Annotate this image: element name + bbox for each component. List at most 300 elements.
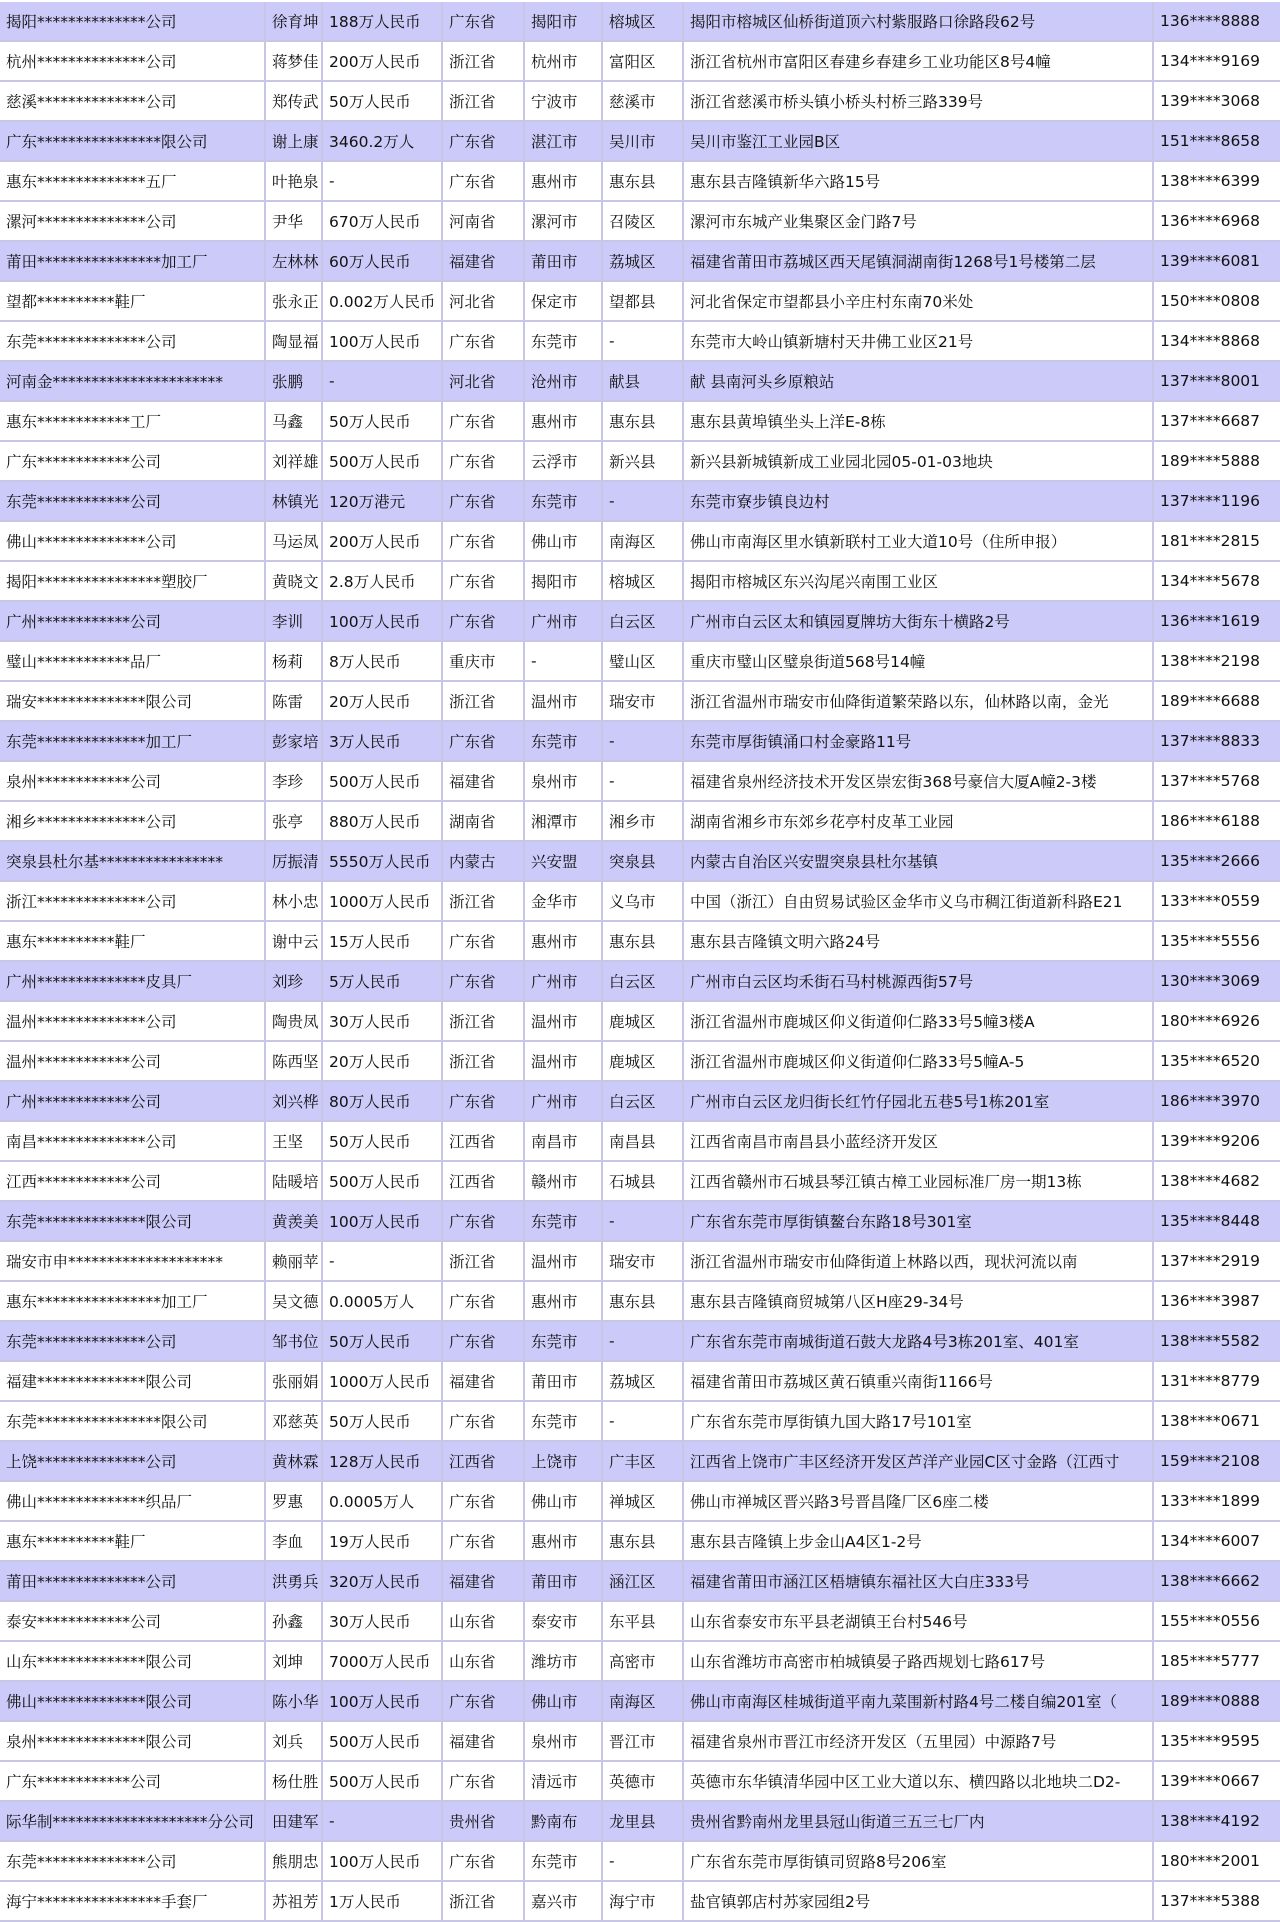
table-row [0,1242,1280,1282]
city-cell: 东莞市 [525,1202,603,1242]
district-cell: 湘乡市 [603,802,684,842]
person-cell: 张永正 [266,282,323,322]
capital-cell: 50万人民币 [323,1402,443,1442]
person-cell: 彭家培 [266,722,323,762]
province-cell: 广东省 [443,1682,525,1722]
capital-cell: 20万人民币 [323,1042,443,1082]
person-cell: 刘兴桦 [266,1082,323,1122]
phone-cell: 139****3068 [1154,82,1280,122]
phone-cell: 130****3069 [1154,962,1280,1002]
table-row [0,202,1280,242]
capital-cell: 50万人民币 [323,82,443,122]
company-cell: 佛山**************公司 [0,522,266,562]
phone-cell: 135****2666 [1154,842,1280,882]
address-cell: 浙江省温州市瑞安市仙降街道上林路以西，现状河流以南 [684,1242,1154,1282]
province-cell: 广东省 [443,722,525,762]
capital-cell: 500万人民币 [323,1762,443,1802]
phone-cell: 137****6687 [1154,402,1280,442]
district-cell: 石城县 [603,1162,684,1202]
province-cell: 广东省 [443,1202,525,1242]
address-cell: 惠东县吉隆镇文明六路24号 [684,922,1154,962]
capital-cell: 100万人民币 [323,1842,443,1882]
province-cell: 广东省 [443,522,525,562]
address-cell: 英德市东华镇清华园中区工业大道以东、横四路以北地块二D2- [684,1762,1154,1802]
person-cell: 郑传武 [266,82,323,122]
city-cell: 嘉兴市 [525,1882,603,1922]
district-cell: 荔城区 [603,242,684,282]
company-cell: 瑞安市申******************** [0,1242,266,1282]
person-cell: 刘珍 [266,962,323,1002]
table-row [0,2,1280,42]
province-cell: 广东省 [443,1282,525,1322]
city-cell: 保定市 [525,282,603,322]
district-cell: 榕城区 [603,2,684,42]
address-cell: 河北省保定市望都县小辛庄村东南70米处 [684,282,1154,322]
province-cell: 广东省 [443,442,525,482]
phone-cell: 185****5777 [1154,1642,1280,1682]
company-cell: 广东************公司 [0,442,266,482]
person-cell: 谢中云 [266,922,323,962]
capital-cell: 100万人民币 [323,1202,443,1242]
person-cell: 马运凤 [266,522,323,562]
capital-cell: 100万人民币 [323,322,443,362]
phone-cell: 139****6081 [1154,242,1280,282]
city-cell: 佛山市 [525,522,603,562]
city-cell: 温州市 [525,1042,603,1082]
table-row [0,1282,1280,1322]
province-cell: 山东省 [443,1642,525,1682]
phone-cell: 155****0556 [1154,1602,1280,1642]
address-cell: 福建省莆田市荔城区西天尾镇洞湖南街1268号1号楼第二层 [684,242,1154,282]
table-row [0,1402,1280,1442]
person-cell: 陶显福 [266,322,323,362]
district-cell: - [603,1402,684,1442]
phone-cell: 134****8868 [1154,322,1280,362]
district-cell: 惠东县 [603,922,684,962]
district-cell: 惠东县 [603,402,684,442]
table-row [0,922,1280,962]
capital-cell: 188万人民币 [323,2,443,42]
capital-cell: 30万人民币 [323,1602,443,1642]
address-cell: 浙江省温州市鹿城区仰义街道仰仁路33号5幢3楼A [684,1002,1154,1042]
company-cell: 东莞**************加工厂 [0,722,266,762]
district-cell: - [603,1842,684,1882]
table-row [0,1002,1280,1042]
table-row [0,802,1280,842]
table-row [0,362,1280,402]
person-cell: 洪勇兵 [266,1562,323,1602]
phone-cell: 151****8658 [1154,122,1280,162]
table-row [0,1842,1280,1882]
address-cell: 重庆市璧山区璧泉街道568号14幢 [684,642,1154,682]
city-cell: 惠州市 [525,922,603,962]
address-cell: 惠东县吉隆镇商贸城第八区H座29-34号 [684,1282,1154,1322]
city-cell: 清远市 [525,1762,603,1802]
person-cell: 林镇光 [266,482,323,522]
city-cell: 东莞市 [525,722,603,762]
province-cell: 广东省 [443,1522,525,1562]
company-cell: 东莞************公司 [0,482,266,522]
city-cell: 揭阳市 [525,2,603,42]
capital-cell: - [323,362,443,402]
company-cell: 惠东**********鞋厂 [0,1522,266,1562]
district-cell: - [603,482,684,522]
address-cell: 吴川市鉴江工业园B区 [684,122,1154,162]
company-cell: 杭州**************公司 [0,42,266,82]
person-cell: 黄林霖 [266,1442,323,1482]
city-cell: 佛山市 [525,1482,603,1522]
city-cell: 惠州市 [525,1282,603,1322]
person-cell: 陆暖培 [266,1162,323,1202]
district-cell: 惠东县 [603,1522,684,1562]
address-cell: 东莞市厚街镇涌口村金豪路11号 [684,722,1154,762]
province-cell: 广东省 [443,322,525,362]
capital-cell: 120万港元 [323,482,443,522]
phone-cell: 138****4192 [1154,1802,1280,1842]
province-cell: 内蒙古 [443,842,525,882]
address-cell: 江西省南昌市南昌县小蓝经济开发区 [684,1122,1154,1162]
district-cell: 广丰区 [603,1442,684,1482]
company-cell: 东莞**************公司 [0,322,266,362]
table-row [0,882,1280,922]
address-cell: 江西省上饶市广丰区经济开发区芦洋产业园C区寸金路（江西寸 [684,1442,1154,1482]
city-cell: 莆田市 [525,242,603,282]
company-cell: 慈溪**************公司 [0,82,266,122]
province-cell: 广东省 [443,1082,525,1122]
district-cell: 惠东县 [603,1282,684,1322]
person-cell: 谢上康 [266,122,323,162]
phone-cell: 134****5678 [1154,562,1280,602]
city-cell: 泰安市 [525,1602,603,1642]
address-cell: 佛山市南海区里水镇新联村工业大道10号（住所申报） [684,522,1154,562]
city-cell: 温州市 [525,1242,603,1282]
city-cell: 金华市 [525,882,603,922]
address-cell: 揭阳市榕城区东兴沟尾兴南围工业区 [684,562,1154,602]
city-cell: 黔南布 [525,1802,603,1842]
person-cell: 陈西坚 [266,1042,323,1082]
capital-cell: 0.0005万人 [323,1282,443,1322]
district-cell: 突泉县 [603,842,684,882]
company-cell: 惠东**********鞋厂 [0,922,266,962]
city-cell: 宁波市 [525,82,603,122]
person-cell: 吴文德 [266,1282,323,1322]
district-cell: 南海区 [603,522,684,562]
district-cell: 惠东县 [603,162,684,202]
person-cell: 杨莉 [266,642,323,682]
person-cell: 刘祥雄 [266,442,323,482]
address-cell: 浙江省温州市瑞安市仙降街道繁荣路以东，仙林路以南，金光 [684,682,1154,722]
capital-cell: 7000万人民币 [323,1642,443,1682]
district-cell: 禅城区 [603,1482,684,1522]
district-cell: - [603,1322,684,1362]
address-cell: 东莞市大岭山镇新塘村天井佛工业区21号 [684,322,1154,362]
city-cell: 泉州市 [525,1722,603,1762]
company-cell: 南昌**************公司 [0,1122,266,1162]
company-cell: 广州************公司 [0,1082,266,1122]
city-cell: 东莞市 [525,1402,603,1442]
phone-cell: 139****0667 [1154,1762,1280,1802]
district-cell: 荔城区 [603,1362,684,1402]
person-cell: 黄羡美 [266,1202,323,1242]
capital-cell: 3460.2万人 [323,122,443,162]
person-cell: 李训 [266,602,323,642]
table-row [0,1442,1280,1482]
city-cell: 惠州市 [525,162,603,202]
company-cell: 广州************公司 [0,602,266,642]
table-row [0,962,1280,1002]
person-cell: 孙鑫 [266,1602,323,1642]
table-row [0,522,1280,562]
person-cell: 陶贵凤 [266,1002,323,1042]
person-cell: 苏祖芳 [266,1882,323,1922]
table-row [0,562,1280,602]
province-cell: 河南省 [443,202,525,242]
capital-cell: 50万人民币 [323,402,443,442]
person-cell: 田建军 [266,1802,323,1842]
province-cell: 浙江省 [443,1882,525,1922]
province-cell: 河北省 [443,362,525,402]
city-cell: 湛江市 [525,122,603,162]
person-cell: 李血 [266,1522,323,1562]
person-cell: 李珍 [266,762,323,802]
province-cell: 福建省 [443,1562,525,1602]
capital-cell: 128万人民币 [323,1442,443,1482]
table-row [0,1682,1280,1722]
table-row [0,42,1280,82]
province-cell: 贵州省 [443,1802,525,1842]
table-row [0,1162,1280,1202]
city-cell: 东莞市 [525,322,603,362]
address-cell: 山东省潍坊市高密市柏城镇晏子路西规划七路617号 [684,1642,1154,1682]
city-cell: 惠州市 [525,402,603,442]
capital-cell: - [323,162,443,202]
address-cell: 贵州省黔南州龙里县冠山街道三五三七厂内 [684,1802,1154,1842]
phone-cell: 137****5388 [1154,1882,1280,1922]
province-cell: 浙江省 [443,882,525,922]
person-cell: 邓慈英 [266,1402,323,1442]
capital-cell: 5550万人民币 [323,842,443,882]
province-cell: 河北省 [443,282,525,322]
district-cell: 瑞安市 [603,1242,684,1282]
capital-cell: 1000万人民币 [323,1362,443,1402]
address-cell: 江西省赣州市石城县琴江镇古樟工业园标准厂房一期13栋 [684,1162,1154,1202]
company-cell: 突泉县杜尔基**************** [0,842,266,882]
phone-cell: 139****9206 [1154,1122,1280,1162]
phone-cell: 150****0808 [1154,282,1280,322]
phone-cell: 138****5582 [1154,1322,1280,1362]
phone-cell: 138****2198 [1154,642,1280,682]
city-cell: 东莞市 [525,482,603,522]
district-cell: 白云区 [603,1082,684,1122]
table-row [0,1322,1280,1362]
person-cell: 刘坤 [266,1642,323,1682]
city-cell: 广州市 [525,962,603,1002]
capital-cell: 200万人民币 [323,522,443,562]
city-cell: 温州市 [525,1002,603,1042]
capital-cell: 320万人民币 [323,1562,443,1602]
province-cell: 广东省 [443,962,525,1002]
table-row [0,1122,1280,1162]
capital-cell: 880万人民币 [323,802,443,842]
capital-cell: 100万人民币 [323,602,443,642]
district-cell: 龙里县 [603,1802,684,1842]
address-cell: 福建省莆田市荔城区黄石镇重兴南街1166号 [684,1362,1154,1402]
province-cell: 广东省 [443,602,525,642]
address-cell: 盐官镇郭店村苏家园组2号 [684,1882,1154,1922]
province-cell: 广东省 [443,1842,525,1882]
company-cell: 山东**************限公司 [0,1642,266,1682]
person-cell: 熊朋忠 [266,1842,323,1882]
phone-cell: 180****2001 [1154,1842,1280,1882]
table-row [0,722,1280,762]
city-cell: 南昌市 [525,1122,603,1162]
address-cell: 广东省东莞市厚街镇鳌台东路18号301室 [684,1202,1154,1242]
address-cell: 揭阳市榕城区仙桥街道顶六村紫服路口徐路段62号 [684,2,1154,42]
district-cell: 东平县 [603,1602,684,1642]
phone-cell: 136****6968 [1154,202,1280,242]
province-cell: 重庆市 [443,642,525,682]
district-cell: 英德市 [603,1762,684,1802]
company-cell: 泉州************公司 [0,762,266,802]
table-row [0,1802,1280,1842]
capital-cell: 500万人民币 [323,1722,443,1762]
address-cell: 广东省东莞市南城街道石鼓大龙路4号3栋201室、401室 [684,1322,1154,1362]
person-cell: 蒋梦佳 [266,42,323,82]
province-cell: 广东省 [443,1402,525,1442]
phone-cell: 136****1619 [1154,602,1280,642]
address-cell: 佛山市禅城区晋兴路3号晋昌隆厂区6座二楼 [684,1482,1154,1522]
province-cell: 福建省 [443,242,525,282]
company-cell: 温州**************公司 [0,1002,266,1042]
city-cell: 云浮市 [525,442,603,482]
district-cell: 南昌县 [603,1122,684,1162]
city-cell: 赣州市 [525,1162,603,1202]
province-cell: 山东省 [443,1602,525,1642]
person-cell: 厉振清 [266,842,323,882]
address-cell: 福建省泉州经济技术开发区崇宏街368号豪信大厦A幢2-3楼 [684,762,1154,802]
table-row [0,1202,1280,1242]
province-cell: 广东省 [443,2,525,42]
person-cell: 林小忠 [266,882,323,922]
company-cell: 泰安************公司 [0,1602,266,1642]
phone-cell: 134****9169 [1154,42,1280,82]
address-cell: 新兴县新城镇新成工业园北园05-01-03地块 [684,442,1154,482]
capital-cell: 200万人民币 [323,42,443,82]
province-cell: 广东省 [443,122,525,162]
address-cell: 东莞市寮步镇良边村 [684,482,1154,522]
city-cell: 惠州市 [525,1522,603,1562]
province-cell: 浙江省 [443,82,525,122]
capital-cell: 2.8万人民币 [323,562,443,602]
district-cell: 南海区 [603,1682,684,1722]
province-cell: 湖南省 [443,802,525,842]
phone-cell: 135****5556 [1154,922,1280,962]
district-cell: 鹿城区 [603,1042,684,1082]
district-cell: 晋江市 [603,1722,684,1762]
address-cell: 惠东县吉隆镇上步金山A4区1-2号 [684,1522,1154,1562]
phone-cell: 134****6007 [1154,1522,1280,1562]
city-cell: 东莞市 [525,1842,603,1882]
person-cell: 赖丽苹 [266,1242,323,1282]
table-row [0,82,1280,122]
district-cell: 义乌市 [603,882,684,922]
province-cell: 广东省 [443,1322,525,1362]
district-cell: 慈溪市 [603,82,684,122]
table-row [0,1482,1280,1522]
person-cell: 陈小华 [266,1682,323,1722]
company-cell: 海宁****************手套厂 [0,1882,266,1922]
capital-cell: 500万人民币 [323,442,443,482]
phone-cell: 181****2815 [1154,522,1280,562]
province-cell: 广东省 [443,162,525,202]
city-cell: 揭阳市 [525,562,603,602]
company-cell: 湘乡**************公司 [0,802,266,842]
capital-cell: 50万人民币 [323,1122,443,1162]
address-cell: 惠东县吉隆镇新华六路15号 [684,162,1154,202]
province-cell: 江西省 [443,1442,525,1482]
province-cell: 福建省 [443,1722,525,1762]
address-cell: 广州市白云区均禾街石马村桃源西街57号 [684,962,1154,1002]
province-cell: 广东省 [443,1482,525,1522]
person-cell: 张鹏 [266,362,323,402]
province-cell: 浙江省 [443,1002,525,1042]
address-cell: 佛山市南海区桂城街道平南九菜围新村路4号二楼自编201室（ [684,1682,1154,1722]
phone-cell: 133****0559 [1154,882,1280,922]
province-cell: 广东省 [443,482,525,522]
city-cell: 上饶市 [525,1442,603,1482]
address-cell: 漯河市东城产业集聚区金门路7号 [684,202,1154,242]
district-cell: 榕城区 [603,562,684,602]
person-cell: 陈雷 [266,682,323,722]
phone-cell: 159****2108 [1154,1442,1280,1482]
district-cell: - [603,322,684,362]
company-cell: 江西************公司 [0,1162,266,1202]
company-cell: 河南金********************** [0,362,266,402]
person-cell: 罗惠 [266,1482,323,1522]
address-cell: 内蒙古自治区兴安盟突泉县杜尔基镇 [684,842,1154,882]
province-cell: 广东省 [443,922,525,962]
city-cell: 广州市 [525,602,603,642]
capital-cell: 500万人民币 [323,1162,443,1202]
city-cell: - [525,642,603,682]
city-cell: 潍坊市 [525,1642,603,1682]
company-cell: 东莞**************公司 [0,1322,266,1362]
province-cell: 浙江省 [443,1242,525,1282]
address-cell: 献 县南河头乡原粮站 [684,362,1154,402]
province-cell: 福建省 [443,1362,525,1402]
table-row [0,1602,1280,1642]
province-cell: 浙江省 [443,682,525,722]
table-row [0,1362,1280,1402]
table-row [0,162,1280,202]
company-cell: 惠东**************五厂 [0,162,266,202]
district-cell: 高密市 [603,1642,684,1682]
city-cell: 泉州市 [525,762,603,802]
person-cell: 张亭 [266,802,323,842]
company-cell: 惠东****************加工厂 [0,1282,266,1322]
company-cell: 际华制********************分公司 [0,1802,266,1842]
company-cell: 揭阳****************塑胶厂 [0,562,266,602]
capital-cell: 1000万人民币 [323,882,443,922]
phone-cell: 137****1196 [1154,482,1280,522]
phone-cell: 138****6662 [1154,1562,1280,1602]
district-cell: 召陵区 [603,202,684,242]
city-cell: 东莞市 [525,1322,603,1362]
address-cell: 福建省泉州市晋江市经济开发区（五里园）中源路7号 [684,1722,1154,1762]
address-cell: 惠东县黄埠镇坐头上洋E-8栋 [684,402,1154,442]
table-row [0,762,1280,802]
city-cell: 兴安盟 [525,842,603,882]
